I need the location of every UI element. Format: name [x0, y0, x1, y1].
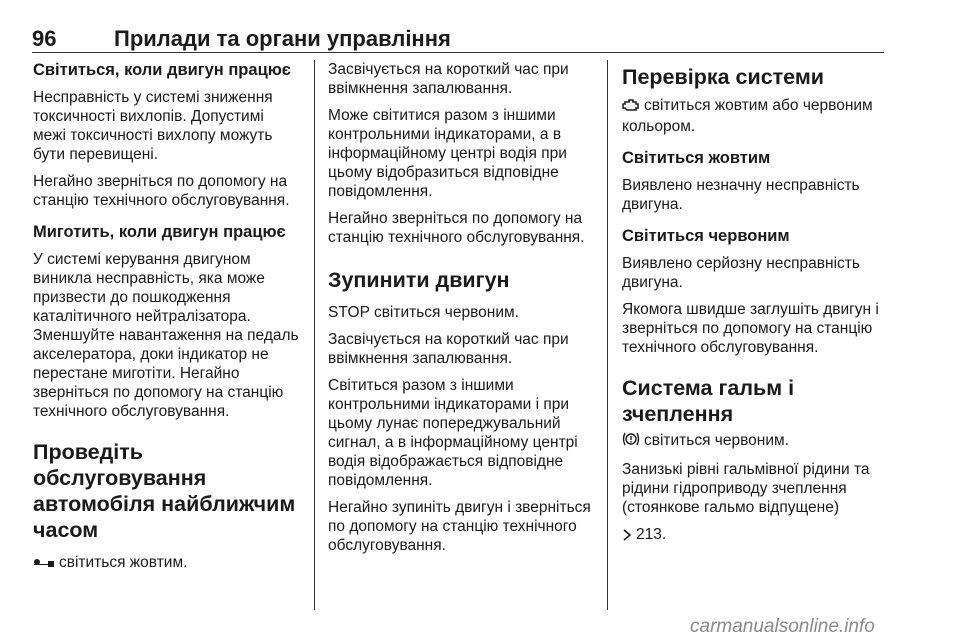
- paragraph: Засвічується на короткий час при ввімкнення запалювання.: [328, 331, 569, 367]
- page-header: [32, 26, 884, 52]
- paragraph: Занизькі рівні гальмівної рідини та рідини гідроприводу зчеплення (стоянкове гальмо відпущене): [622, 461, 870, 516]
- cross-reference[interactable]: [622, 525, 894, 546]
- reference-page-number: 213.: [636, 526, 667, 543]
- paragraph: Негайно зверніться по допомогу на станцію технічного обслуговування.: [328, 210, 585, 246]
- section-heading: Світиться, коли двигун працює: [33, 61, 291, 79]
- paragraph: [33, 553, 301, 574]
- column-divider-2: [607, 60, 608, 610]
- paragraph: Світиться разом з іншими контрольними індикаторами і при цьому лунає попереджувальний сигнал, а в інформаційному центрі водія відображається відповідне повідомлення.: [328, 377, 578, 489]
- paragraph: У системі керування двигуном виникла несправність, яка може призвести до пошкодження каталітичного нейтралізатора. Зменшуйте навантаження на педаль акселератора, доки індикатор не перестане миготіти. Негайно зверніться по допомогу на станцію технічного обслуговування.: [33, 251, 299, 420]
- column-right: [622, 60, 894, 554]
- engine-check-icon: [622, 98, 640, 117]
- paragraph: Якомога швидше заглушіть двигун і зверніться по допомогу на станцію технічного обслуговування.: [622, 301, 879, 356]
- paragraph: [622, 96, 894, 136]
- paragraph: [622, 431, 894, 452]
- section-heading: Світиться червоним: [622, 227, 790, 245]
- section-title: Перевірка системи: [622, 65, 824, 89]
- section-title: Система гальм і зчеплення: [622, 376, 795, 426]
- page-number: 96: [32, 26, 57, 51]
- paragraph: Виявлено серйозну несправність двигуна.: [622, 255, 860, 291]
- paragraph: Може світитися разом з іншими контрольними індикаторами, а в інформаційному центрі водія при цьому відобразиться відповідне повідомлення.: [328, 107, 567, 200]
- page-title: Прилади та органи управління: [114, 26, 451, 51]
- indicator-text: світиться червоним.: [644, 432, 789, 449]
- page-reference-icon: [622, 527, 632, 546]
- paragraph: Негайно зверніться по допомогу на станцію технічного обслуговування.: [33, 173, 290, 209]
- section-title: Проведіть обслуговування автомобіля найближчим часом: [33, 440, 296, 542]
- paragraph: Негайно зупиніть двигун і зверніться по допомогу на станцію технічного обслуговування.: [328, 499, 591, 554]
- column-left: [33, 60, 301, 582]
- column-divider-1: [314, 60, 315, 610]
- indicator-text: світиться жовтим або червоним кольором.: [622, 97, 873, 135]
- brake-warning-icon: [622, 431, 640, 452]
- section-title: Зупинити двигун: [328, 268, 510, 292]
- watermark: carmanualsonline.info: [690, 616, 875, 637]
- header-divider: [32, 52, 884, 53]
- column-middle: [328, 60, 596, 563]
- section-heading: Світиться жовтим: [622, 149, 771, 167]
- indicator-text: світиться жовтим.: [59, 554, 188, 571]
- paragraph: Засвічується на короткий час при ввімкнення запалювання.: [328, 61, 569, 97]
- section-heading: Миготить, коли двигун працює: [33, 223, 286, 241]
- paragraph: STOP світиться червоним.: [328, 304, 519, 321]
- paragraph: Виявлено незначну несправність двигуна.: [622, 177, 860, 213]
- service-wrench-icon: [33, 555, 55, 574]
- paragraph: Несправність у системі зниження токсичності вихлопів. Допустимі межі токсичності вихлопу можуть бути перевищені.: [33, 89, 273, 163]
